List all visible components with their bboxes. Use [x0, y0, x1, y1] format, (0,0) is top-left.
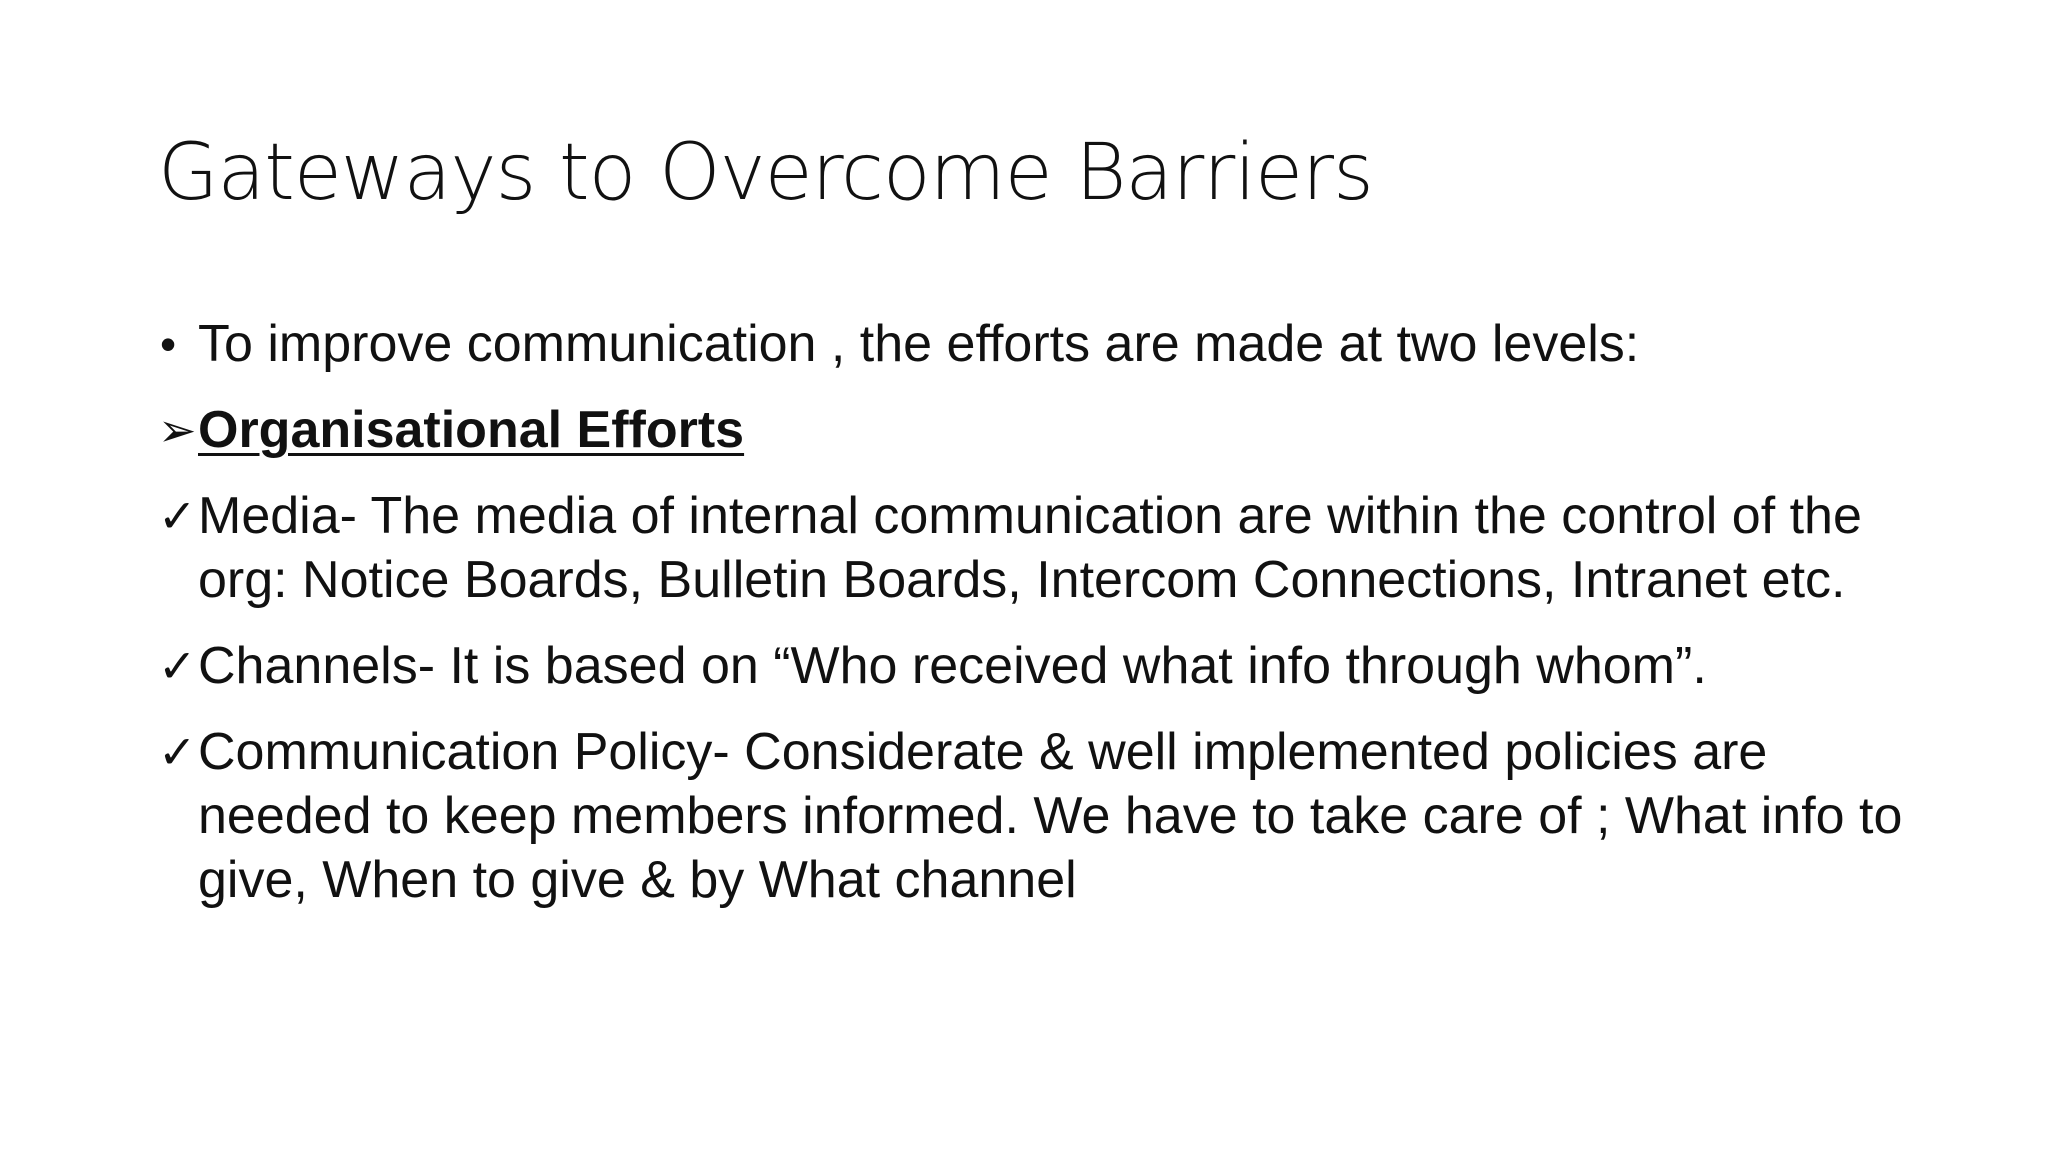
bullet-text: To improve communication , the efforts are made at two levels:: [198, 315, 1640, 373]
slide-title: Gateways to Overcome Barriers: [158, 128, 1373, 218]
checkmark-icon: ✓: [158, 640, 197, 692]
arrowhead-bullet-icon: ➢: [158, 404, 197, 456]
section-heading-item: [158, 398, 1918, 462]
checklist-item-policy: [158, 720, 1918, 912]
slide-body: [158, 312, 1918, 934]
checklist-item-channels: [158, 634, 1918, 698]
checklist-text-media: Media- The media of internal communication are within the control of the org: Notice Boards, Bulletin Boards, Intercom Connections, Intranet etc.: [198, 487, 1877, 609]
checklist-text-policy: Communication Policy- Considerate & well implemented policies are needed to keep members informed. We have to take care of ; What info to give, When to give & by What channel: [198, 723, 1917, 909]
section-heading: Organisational Efforts: [198, 401, 745, 459]
bullet-dot-icon: •: [160, 318, 177, 370]
checklist-text-channels: Channels- It is based on “Who received what info through whom”.: [198, 637, 1707, 695]
checkmark-icon: ✓: [158, 490, 197, 542]
checkmark-icon: ✓: [158, 726, 197, 778]
bullet-item: [158, 312, 1918, 376]
checklist-item-media: [158, 484, 1918, 612]
